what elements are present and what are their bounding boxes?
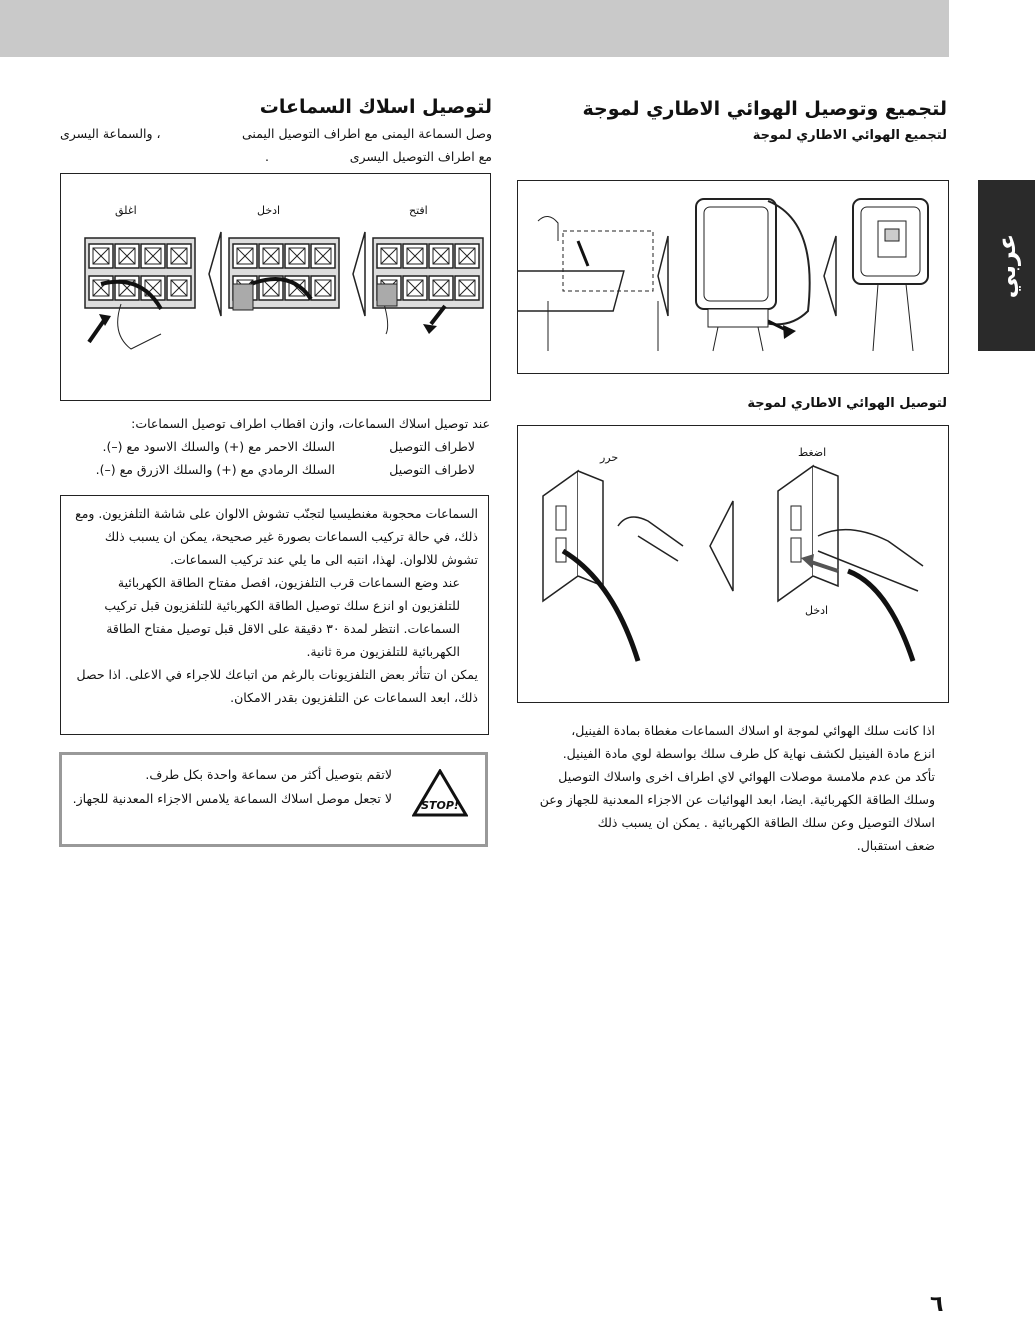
note-paragraph-2: عند وضع السماعات قرب التلفزيون، افصل مفتاح الطاقة الكهربائية للتلفزيون او انزع سلك توصيل الطاقة الكهربائية للتلفزيون قبل تركيب السماعات. انتظر لمدة ٣٠ دقيقة على الاقل قبل توصيل مفتاح الطاقة الكهربائية للتلفزيون مرة ثانية. (104, 575, 460, 659)
intro-line2: مع اطراف التوصيل اليسرى (349, 149, 492, 164)
stop-sign-icon (412, 769, 468, 817)
antenna-notes (517, 719, 935, 857)
header-bar (0, 0, 949, 57)
note-paragraph-1: السماعات محجوبة مغنطيسيا لتجنّب تشوش الالوان على شاشة التلفزيون. ومع ذلك، في حالة تركيب السماعات بصورة غير صحيحة، يمكن ان يسبب ذلك تشوش للالوان. لهذا، انتبه الى ما يلي عند تركيب السماعات. (75, 506, 478, 567)
antenna-note-line-5: اسلاك التوصيل وعن سلك الطاقة الكهربائية . يمكن ان يسبب ذلك (597, 815, 935, 830)
antenna-assembly-figure (517, 180, 949, 374)
stop-warning-box (59, 752, 488, 847)
terminal-block-close (85, 238, 195, 308)
intro-line1-right: وصل السماعة اليمنى مع اطراف التوصيل اليمنى (242, 126, 492, 141)
antenna-connect-figure (517, 425, 949, 703)
label-open: افتح (409, 204, 428, 217)
label-insert: ادخل (257, 204, 281, 217)
intro-line2-dot: . (265, 149, 269, 164)
label-insert-antenna: ادخل (805, 604, 829, 617)
page-number: ٦ (930, 1292, 944, 1317)
antenna-assembly-illustration (518, 181, 948, 373)
antenna-note-line-2: انزع مادة الفينيل لكشف نهاية كل طرف سلك بواسطة لوي مادة الفينيل. (562, 746, 935, 761)
connect-row-2 (60, 458, 475, 481)
connect-row-1 (60, 435, 475, 458)
connect-row-2-text: السلك الرمادي مع (+) والسلك الازرق مع (–). (95, 462, 335, 477)
stop-label: STOP! (421, 799, 459, 812)
magnetic-shield-note (60, 495, 489, 735)
speaker-terminal-illustration (61, 174, 490, 400)
antenna-connect-illustration (518, 426, 948, 702)
stop-text (72, 763, 392, 811)
stop-line-1: لاتقم بتوصيل أكثر من سماعة واحدة بكل طرف. (145, 767, 392, 782)
antenna-note-line-3: تأكد من عدم ملامسة موصلات الهوائي لاي اطراف اخرى واسلاك التوصيل (558, 769, 935, 784)
antenna-note-line-6: ضعف استقبال. (856, 838, 935, 853)
label-press: اضغط (798, 446, 827, 459)
intro-line1-left: ، والسماعة اليسرى (60, 126, 161, 141)
speaker-section-title: لتوصيل اسلاك السماعات (259, 96, 492, 118)
antenna-connect-subtitle: لتوصيل الهوائي الاطاري لموجة (747, 396, 947, 411)
connect-row-1-label: لاطراف التوصيل (389, 439, 475, 454)
connect-row-2-label: لاطراف التوصيل (389, 462, 475, 477)
antenna-section-title: لتجميع وتوصيل الهوائي الاطاري لموجة (582, 98, 947, 120)
antenna-note-line-4: وسلك الطاقة الكهربائية. ايضا، ابعد الهوائيات عن الاجزاء المعدنية للجهاز وعن (539, 792, 935, 807)
note-paragraph-3: يمكن ان تتأثر بعض التلفزيونات بالرغم من اتباعك للاجراء في الاعلى. اذا حصل ذلك، ابعد السماعات عن التلفزيون بقدر الامكان. (76, 667, 478, 705)
connect-intro: عند توصيل اسلاك السماعات، وازن اقطاب اطراف توصيل السماعات: (131, 416, 490, 431)
antenna-note-line-1: اذا كانت سلك الهوائي لموجة او اسلاك السماعات مغطاة بمادة الفينيل، (571, 723, 935, 738)
speaker-terminal-figure (60, 173, 491, 401)
stop-line-2: لا تجعل موصل اسلاك السماعة يلامس الاجزاء المعدنية للجهاز. (72, 791, 392, 806)
label-close: اغلق (115, 204, 137, 217)
connect-row-1-text: السلك الاحمر مع (+) والسلك الاسود مع (–). (102, 439, 335, 454)
antenna-assembly-subtitle: لتجميع الهوائي الاطاري لموجة (752, 128, 947, 143)
label-release: حرر (600, 451, 619, 464)
language-tab[interactable]: عربي (978, 180, 1035, 351)
speaker-intro (60, 122, 492, 168)
